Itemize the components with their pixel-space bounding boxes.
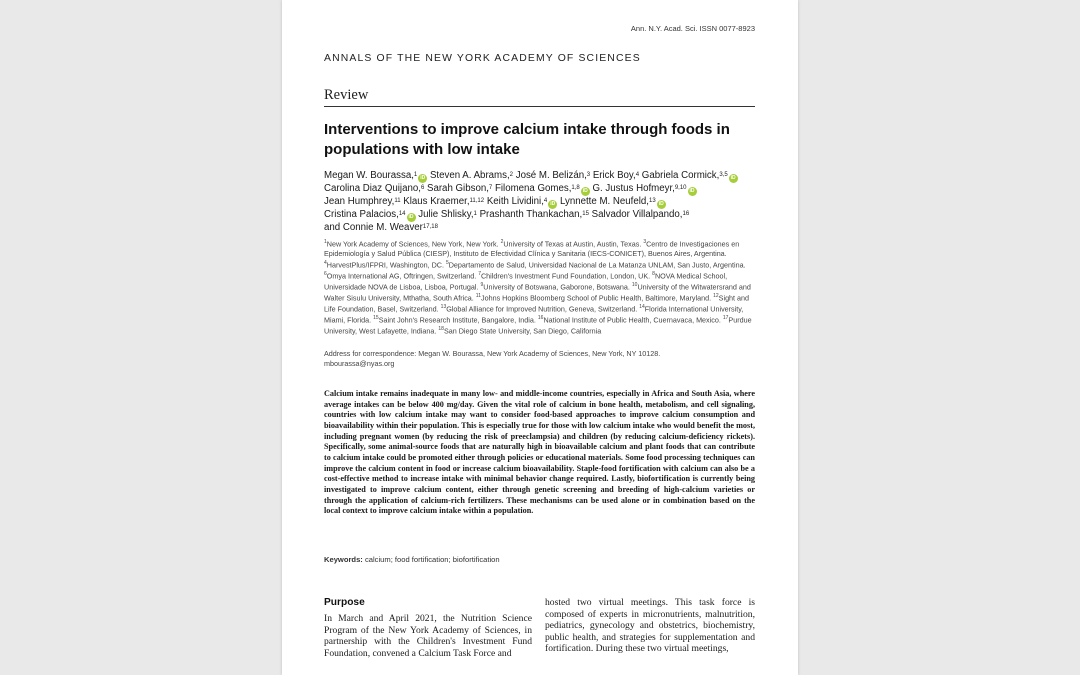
keywords-value: calcium; food fortification; biofortification xyxy=(364,555,500,564)
author-affiliation-number: 7 xyxy=(488,185,493,191)
affiliation-text: University of the Witwatersrand and Walter Sisulu University, Mthatha, South Africa. xyxy=(324,282,751,303)
affiliation-text: Global Alliance for Improved Nutrition, Geneva, Switzerland. xyxy=(446,304,640,314)
author xyxy=(560,196,666,207)
keywords-label: Keywords: xyxy=(324,555,363,564)
affiliation-text: University of Botswana, Gaborone, Botswana. xyxy=(483,282,632,292)
affiliation-number: 13 xyxy=(440,304,447,311)
affiliation-number: 10 xyxy=(631,281,638,288)
affiliation-text: Florida International University, Miami, Florida. xyxy=(324,304,744,325)
author-name: Salvador Villalpando, xyxy=(591,209,683,220)
affiliation-number: 17 xyxy=(722,315,729,322)
affiliation-text: San Diego State University, San Diego, California xyxy=(443,326,602,336)
affiliation-number: 2 xyxy=(500,239,504,245)
author-affiliation-number: 16 xyxy=(682,211,690,217)
author xyxy=(495,183,590,194)
author-affiliation-number: 4 xyxy=(635,172,640,178)
correspondence xyxy=(324,349,755,369)
affiliation-number: 11 xyxy=(475,293,481,300)
affiliation-number: 7 xyxy=(478,270,481,277)
author xyxy=(324,170,427,181)
author xyxy=(403,196,484,207)
author-affiliation-number: 4 xyxy=(543,198,548,204)
affiliation-number: 9 xyxy=(480,281,484,288)
article-title: Interventions to improve calcium intake through foods in populations with low intake xyxy=(324,121,730,158)
affiliation-text: Children's Investment Fund Foundation, London, UK. xyxy=(480,271,653,281)
journal-name: ANNALS OF THE NEW YORK ACADEMY OF SCIENCES xyxy=(324,53,641,64)
author-affiliation-number: 14 xyxy=(398,211,406,217)
author-name: Cristina Palacios, xyxy=(324,209,399,220)
author-affiliation-number: 13 xyxy=(649,198,656,204)
orcid-icon[interactable]: iD xyxy=(408,214,414,220)
author-name: Julie Shlisky, xyxy=(418,209,474,220)
author-affiliation-number: 6 xyxy=(420,185,425,191)
affiliation-text: Johns Hopkins Bloomberg School of Public Health, Baltimore, Maryland. xyxy=(481,293,714,303)
affiliation-number: 4 xyxy=(324,259,327,266)
affiliation-text: University of Texas at Austin, Austin, Texas. xyxy=(503,239,644,249)
affiliation-text: Saint John's Research Institute, Bangalore, India. xyxy=(378,315,538,325)
author-name: José M. Belizán, xyxy=(515,170,587,181)
keywords xyxy=(324,555,755,564)
correspondence-email[interactable]: mbourassa@nyas.org xyxy=(324,359,395,368)
affiliation-text: Sight and Life Foundation, Basel, Switzerland. xyxy=(324,293,750,314)
author-affiliation-number: 15 xyxy=(582,211,589,217)
orcid-icon[interactable]: iD xyxy=(420,175,426,181)
author xyxy=(593,170,639,181)
author-name: Filomena Gomes, xyxy=(494,183,572,194)
section-label: Review xyxy=(324,87,755,107)
affiliation-number: 3 xyxy=(643,239,647,245)
affiliation-text: New York Academy of Sciences, New York, New York. xyxy=(326,239,501,249)
correspondence-address: Address for correspondence: Megan W. Bourassa, New York Academy of Sciences, New York, NY 10128. xyxy=(324,349,661,358)
author-name: G. Justus Hofmeyr, xyxy=(592,183,675,194)
author-name: Lynnette M. Neufeld, xyxy=(559,196,649,207)
author-name: Erick Boy, xyxy=(592,170,636,181)
author-affiliation-number: 11 xyxy=(394,198,401,204)
author xyxy=(487,196,557,207)
affiliations xyxy=(324,238,755,336)
author xyxy=(324,183,424,194)
author-name: Megan W. Bourassa, xyxy=(324,170,414,181)
body-column-right xyxy=(545,597,755,655)
affiliation-text: HarvestPlus/IFPRI, Washington, DC. xyxy=(326,260,446,270)
author-name: Keith Lividini, xyxy=(486,196,544,207)
purpose-text-left: In March and April 2021, the Nutrition Science Program of the New York Academy of Sciences, in partnership with the Children's Investment Fund Foundation, convened a Calcium Task Force and xyxy=(324,613,532,659)
author xyxy=(592,209,690,220)
author-affiliation-number: 2 xyxy=(509,172,514,178)
author-list xyxy=(324,170,755,235)
author-affiliation-number: 3 xyxy=(586,172,591,178)
author xyxy=(324,196,401,207)
author-affiliation-number: 1,8 xyxy=(571,185,580,191)
author-affiliation-number: 1 xyxy=(473,211,477,217)
affiliation-text: Centro de Investigaciones en Epidemiología y Salud Pública (CIESP), Instituto de Efectividad Clínica y Sanitaria (IECS-CONICET), Buenos Aires, Argentina. xyxy=(324,239,740,259)
affiliation-number: 16 xyxy=(537,315,544,322)
orcid-icon[interactable]: iD xyxy=(689,188,695,194)
author-name: Jean Humphrey, xyxy=(324,196,395,207)
affiliation-number: 15 xyxy=(373,315,379,322)
affiliation-text: Omya International AG, Oftringen, Switzerland. xyxy=(326,271,479,281)
author xyxy=(642,170,738,181)
abstract: Calcium intake remains inadequate in many low- and middle-income countries, especially in Africa and South Asia, where average intakes can be below 400 mg/day. Given the vital role of calcium in bone health, metabolism, and cell signaling, countries with low calcium intake may want to consider food-based approaches to improve calcium consumption and bioavailability within their population. This is especially true for those with low calcium intake who would benefit the most, including pregnant women (by reducing the risk of preeclampsia) and children (by reducing calcium-deficiency rickets). Specifically, some animal-source foods that are naturally high in bioavailable calcium and plant foods that can contribute to calcium intake could be promoted either through policies or educational materials. Some food processing techniques can improve the calcium content in food or increase calcium bioavailability. Staple-food fortification with calcium can also be a cost-effective method to increase intake with minimal behavior change required. Lastly, biofortification is currently being investigated to improve calcium content, either through genetic screening and breeding of high-calcium varieties or through the application of calcium-rich fertilizers. These mechanisms can be used alone or in combination based on the local context to improve calcium intake within a population. xyxy=(324,389,755,516)
affiliation-number: 14 xyxy=(639,304,645,311)
orcid-icon[interactable]: iD xyxy=(582,188,588,194)
author-affiliation-number: 3,5 xyxy=(719,172,728,178)
body-column-left xyxy=(324,597,532,659)
author-affiliation-number: 17,18 xyxy=(422,224,438,230)
affiliation-number: 8 xyxy=(652,270,655,277)
affiliation-number: 12 xyxy=(713,293,719,300)
purpose-text-right: hosted two virtual meetings. This task force is composed of experts in micronutrients, malnutrition, pediatrics, gynecology and obstetrics, biochemistry, public health, and strategies for supplementation and fortification. During these two virtual meetings, xyxy=(545,597,755,655)
author-name: Gabriela Cormick, xyxy=(641,170,720,181)
affiliation-number: 18 xyxy=(438,326,444,333)
author-name: Prashanth Thankachan, xyxy=(479,209,583,220)
journal-reference: Ann. N.Y. Acad. Sci. ISSN 0077-8923 xyxy=(630,24,755,33)
purpose-heading: Purpose xyxy=(324,597,365,608)
author-name: Steven A. Abrams, xyxy=(429,170,510,181)
orcid-icon[interactable]: iD xyxy=(658,201,664,207)
affiliation-number: 5 xyxy=(445,259,449,266)
pdf-page xyxy=(282,0,798,675)
author xyxy=(430,170,513,181)
author-affiliation-number: 1 xyxy=(413,172,418,178)
orcid-icon[interactable]: iD xyxy=(730,175,736,181)
author xyxy=(427,183,492,194)
author-name: Klaus Kraemer, xyxy=(403,196,470,207)
author-affiliation-number: 11,12 xyxy=(469,198,485,204)
author xyxy=(324,209,416,220)
affiliation-text: NOVA Medical School, Universidade NOVA de Lisboa, Lisboa, Portugal. xyxy=(324,271,728,292)
affiliation-text: Departamento de Salud, Universidad Nacional de La Matanza UNLAM, San Justo, Argentina. xyxy=(448,260,746,270)
author-affiliation-number: 9,10 xyxy=(674,185,687,191)
author-name: Sarah Gibson, xyxy=(426,183,489,194)
orcid-icon[interactable]: iD xyxy=(550,201,556,207)
author xyxy=(516,170,590,181)
author xyxy=(324,222,438,233)
affiliation-text: National Institute of Public Health, Cuernavaca, Mexico. xyxy=(543,315,723,325)
author-name: Carolina Diaz Quijano, xyxy=(324,183,421,194)
affiliation-number: 6 xyxy=(324,270,327,277)
affiliation-number: 1 xyxy=(324,239,327,245)
author xyxy=(592,183,696,194)
author xyxy=(480,209,589,220)
author-name: and Connie M. Weaver xyxy=(324,222,423,233)
author xyxy=(418,209,477,220)
affiliation-text: Purdue University, West Lafayette, Indiana. xyxy=(324,315,752,336)
